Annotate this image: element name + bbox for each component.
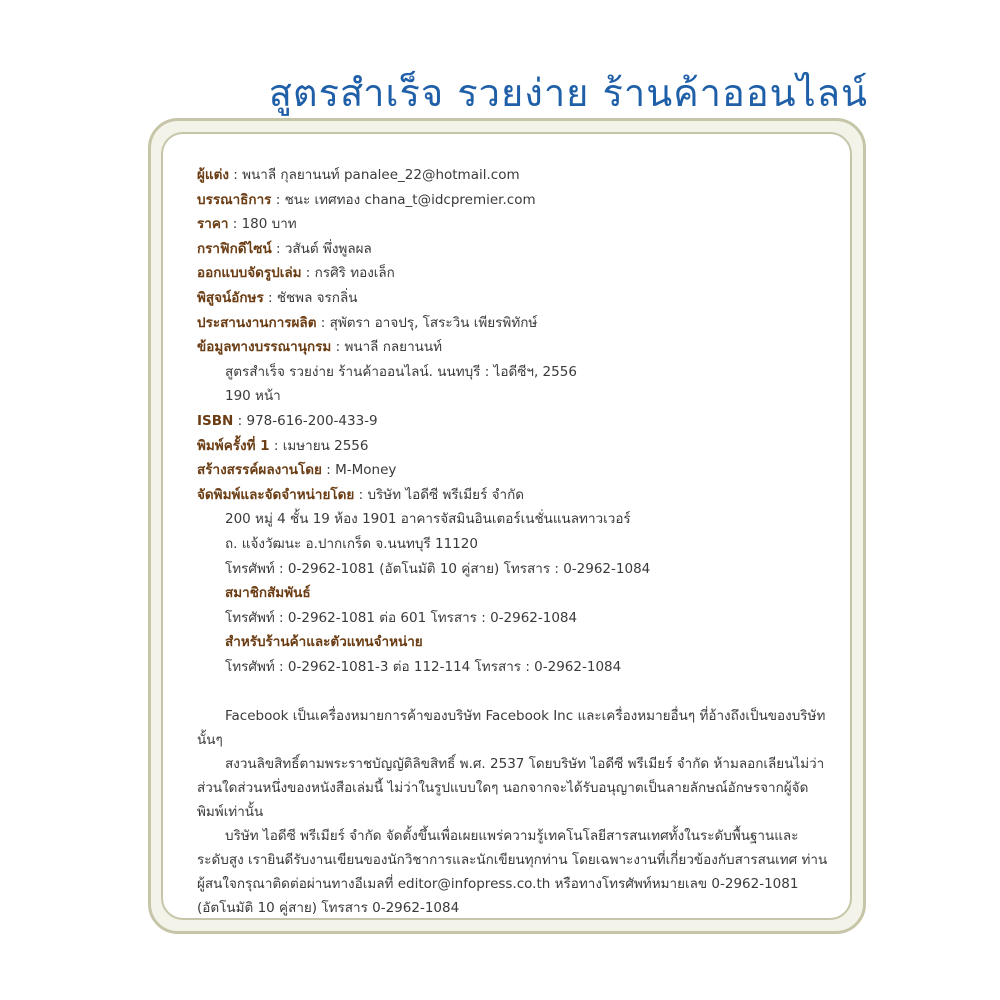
publishing-value: บริษัท ไอดีซี พรีเมียร์ จำกัด [367,486,525,503]
publishing-label: ISBN [197,412,234,429]
credit-author: ผู้แต่ง : พนาลี กุลยานนท์ panalee_22@hotmail.com [197,167,520,183]
credit-label: พิสูจน์อักษร [197,289,264,306]
isbn: ISBN : 978-616-200-433-9 [197,412,378,429]
publishing-value: M-Money [335,462,397,479]
credit-value: 180 บาท [241,216,297,233]
credit-graphic-design: กราฟิกดีไซน์ : วสันต์ พึ่งพูลผล [197,240,372,257]
credit-value: ชนะ เทศทอง chana_t@idcpremier.com [284,191,536,208]
publishing-label: สร้างสรรค์ผลงานโดย [197,462,322,479]
credit-proofreading: พิสูจน์อักษร : ชัชพล จรกลิ่น [197,289,358,306]
edition: พิมพ์ครั้งที่ 1 : เมษายน 2556 [197,437,369,454]
address-line: 200 หมู่ 4 ชั้น 19 ห้อง 1901 อาคารจัสมินอินเตอร์เนชั่นแนลทาวเวอร์ [225,511,631,528]
colophon-content [197,163,833,920]
credit-label: ออกแบบจัดรูปเล่ม [197,265,302,282]
company-notice: บริษัท ไอดีซี พรีเมียร์ จำกัด จัดตั้งขึ้นเพื่อเผยแพร่ความรู้เทคโนโลยีสารสนเทศทั้งในระดับพื้นฐานและ ระดับสูง เรายินดีรับงานเขียนของนักวิชาการและนักเขียนทุกท่าน โดยเฉพาะงานที่เกี่ยวข้องกับสารสนเทศ ท่านผู้สนใจกรุณาติดต่อผ่านทางอีเมลที่ editor@infopress.co.th หรือทางโทรศัพท์หมายเลข 0-2962-1081 (อัตโนมัติ 10 คู่สาย) โทรสาร 0-2962-1084 [197,828,828,917]
credit-value: วสันต์ พึ่งพูลผล [284,240,372,257]
page-title: สูตรสำเร็จ รวยง่าย ร้านค้าออนไลน์ [268,71,868,115]
credit-layout: ออกแบบจัดรูปเล่ม : กรศิริ ทองเล็ก [197,265,395,282]
credit-value: พนาลี กลยานนท์ [344,339,443,356]
catalog-line: 190 หน้า [225,388,281,405]
copyright-notice: สงวนลิขสิทธิ์ตามพระราชบัญญัติลิขสิทธิ์ พ.ศ. 2537 โดยบริษัท ไอดีซี พรีเมียร์ จำกัด ห้ามลอกเลียนไม่ว่าส่วนใดส่วนหนึ่งของหนังสือเล่มนี้ ไม่ว่าในรูปแบบใดๆ นอกจากจะได้รับอนุญาตเป็นลายลักษณ์อักษรจากผู้จัดพิมพ์เท่านั้น [197,756,825,821]
member-heading: สมาชิกสัมพันธ์ [225,585,311,602]
credit-label: ราคา [197,216,229,233]
publishing-value: เมษายน 2556 [282,437,369,454]
credit-label: ประสานงานการผลิต [197,314,317,331]
address-line: ถ. แจ้งวัฒนะ อ.ปากเกร็ด จ.นนทบุรี 11120 [225,535,478,552]
dealers-heading: สำหรับร้านค้าและตัวแทนจำหน่าย [225,634,423,651]
created-by: สร้างสรรค์ผลงานโดย : M-Money [197,462,397,479]
trademark-notice: Facebook เป็นเครื่องหมายการค้าของบริษัท Facebook Inc และเครื่องหมายอื่นๆ ที่อ้างถึงเป็นของบริษัทนั้นๆ [197,708,826,749]
credit-price: ราคา : 180 บาท [197,216,297,233]
publishing-label: จัดพิมพ์และจัดจำหน่ายโดย [197,486,355,503]
catalog-line: สูตรสำเร็จ รวยง่าย ร้านค้าออนไลน์. นนทบุรี : ไอดีซีฯ, 2556 [225,363,577,380]
credit-label: บรรณาธิการ [197,191,272,208]
credit-label: กราฟิกดีไซน์ [197,240,272,257]
credit-cataloging: ข้อมูลทางบรรณานุกรม : พนาลี กลยานนท์ [197,339,443,356]
publishing-value: 978-616-200-433-9 [246,412,378,429]
credit-value: พนาลี กุลยานนท์ panalee_22@hotmail.com [242,167,520,183]
address-line: โทรศัพท์ : 0-2962-1081 (อัตโนมัติ 10 คู่สาย) โทรสาร : 0-2962-1084 [225,560,651,577]
credit-label: ผู้แต่ง [197,167,229,183]
section-spacer [197,679,833,704]
credit-label: ข้อมูลทางบรรณานุกรม [197,339,332,356]
dealers-phone: โทรศัพท์ : 0-2962-1081-3 ต่อ 112-114 โทรสาร : 0-2962-1084 [225,658,622,675]
credit-value: ชัชพล จรกลิ่น [276,289,358,306]
credit-value: กรศิริ ทองเล็ก [314,265,395,282]
credit-editor: บรรณาธิการ : ชนะ เทศทอง chana_t@idcpremier.com [197,191,536,208]
publisher: จัดพิมพ์และจัดจำหน่ายโดย : บริษัท ไอดีซี พรีเมียร์ จำกัด [197,486,525,503]
credit-value: สุพัตรา อาจปรุ, โสระวิน เพียรพิทักษ์ [329,314,538,331]
credit-production: ประสานงานการผลิต : สุพัตรา อาจปรุ, โสระวิน เพียรพิทักษ์ [197,314,538,331]
publishing-label: พิมพ์ครั้งที่ 1 [197,437,270,454]
member-phone: โทรศัพท์ : 0-2962-1081 ต่อ 601 โทรสาร : 0-2962-1084 [225,609,578,626]
